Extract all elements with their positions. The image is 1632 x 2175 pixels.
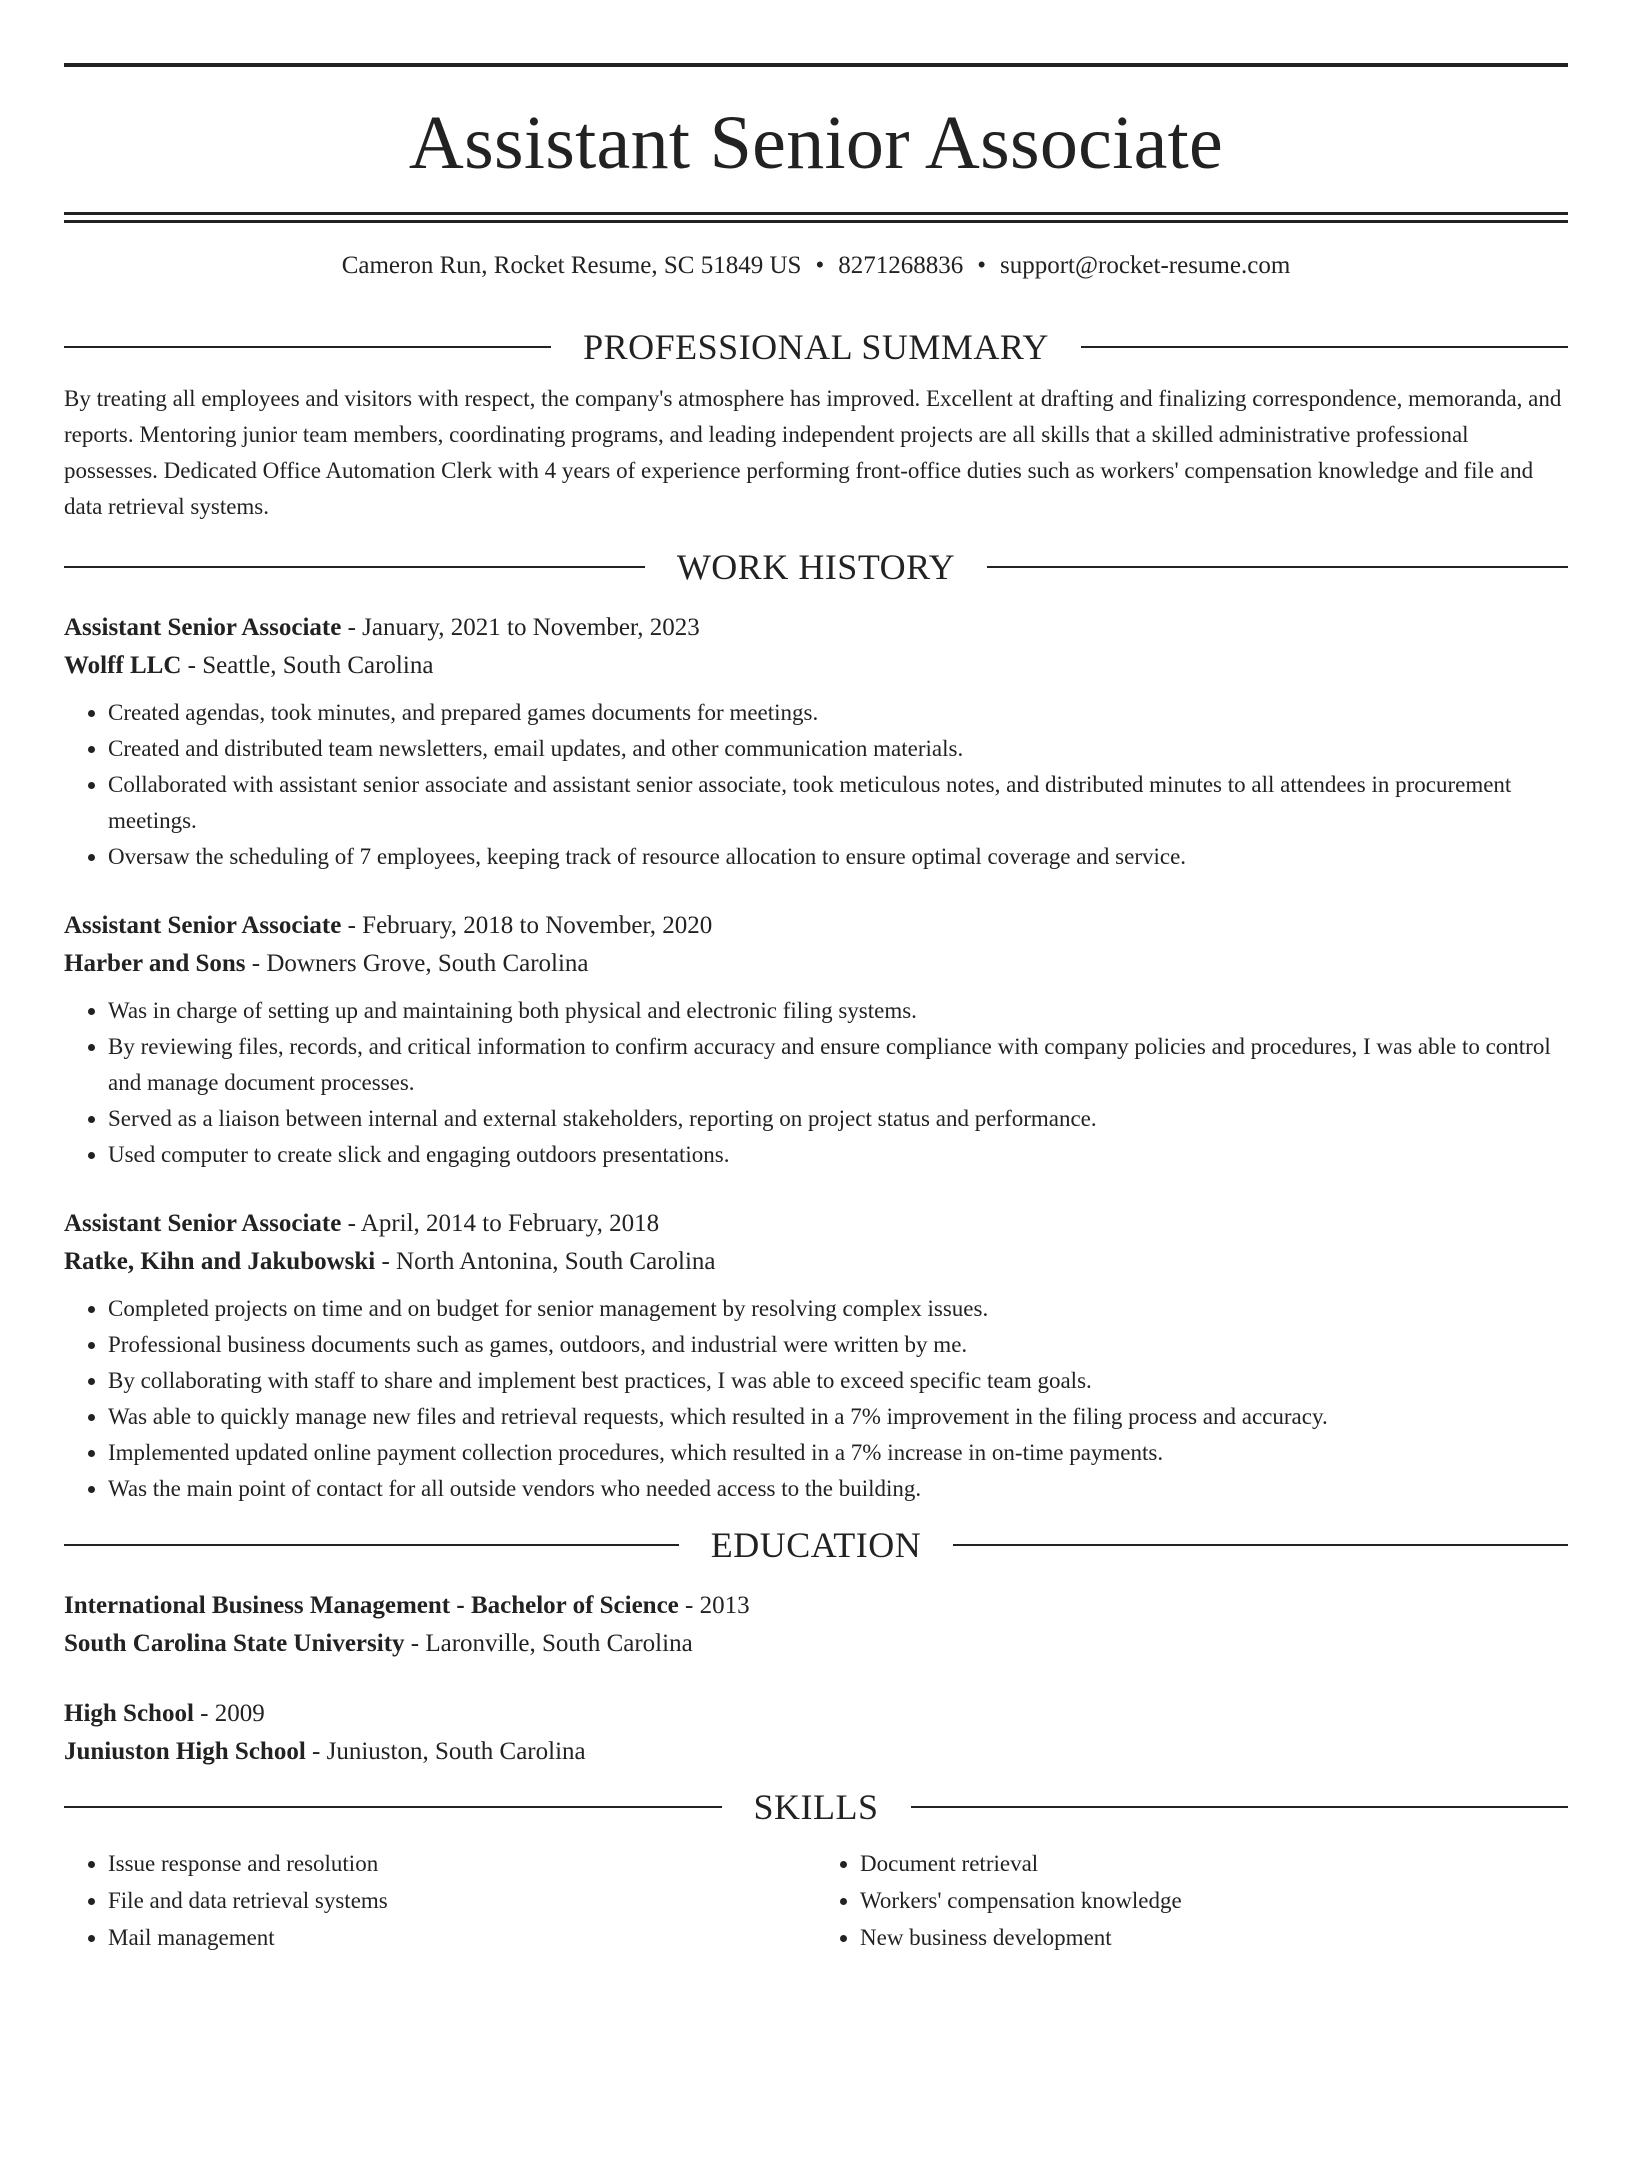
- job-dates: - April, 2014 to February, 2018: [341, 1210, 660, 1237]
- skill-item: • Workers' compensation knowledge: [860, 1882, 1568, 1919]
- education-year: - 2013: [678, 1592, 750, 1619]
- job-title: Assistant Senior Associate: [64, 614, 342, 641]
- heading-rule: [64, 1806, 722, 1808]
- contact-address: Cameron Run, Rocket Resume, SC 51849 US: [341, 252, 802, 279]
- job-bullet: • Collaborated with assistant senior associate and assistant senior associate, took meticulous notes, and distributed minutes to all attendees in procurement meetings.: [108, 767, 1568, 839]
- job-bullet: • By collaborating with staff to share and implement best practices, I was able to exceed specific team goals.: [108, 1363, 1568, 1399]
- section-heading-summary: [64, 327, 1568, 367]
- skill-item: • New business development: [860, 1919, 1568, 1956]
- job-bullets: [64, 993, 1568, 1173]
- education-degree: High School: [64, 1700, 194, 1727]
- education-entry: [64, 1587, 1568, 1663]
- job-entry: [64, 1205, 1568, 1507]
- job-location: - Downers Grove, South Carolina: [245, 950, 589, 977]
- skills-column-right: [816, 1845, 1568, 1956]
- contact-email: support@rocket-resume.com: [999, 252, 1291, 279]
- section-title: SKILLS: [753, 1787, 879, 1827]
- job-company-line: [64, 1243, 1568, 1281]
- skills-list: [64, 1845, 1568, 1956]
- job-bullet: • Was able to quickly manage new files and retrieval requests, which resulted in a 7% improvement in the filing process and accuracy.: [108, 1399, 1568, 1435]
- education-school-line: [64, 1733, 1568, 1771]
- header-top-rule: [64, 63, 1568, 67]
- education-degree: International Business Management - Bachelor of Science: [64, 1592, 679, 1619]
- resume-page: [0, 63, 1632, 2175]
- job-bullet: • Created and distributed team newsletters, email updates, and other communication materials.: [108, 731, 1568, 767]
- job-dates: - January, 2021 to November, 2023: [341, 614, 700, 641]
- contact-line: [64, 251, 1568, 281]
- section-heading-skills: [64, 1787, 1568, 1827]
- job-title: Assistant Senior Associate: [64, 912, 342, 939]
- contact-separator: •: [815, 252, 825, 279]
- heading-rule: [1081, 346, 1568, 348]
- job-bullet: • Was the main point of contact for all outside vendors who needed access to the building.: [108, 1471, 1568, 1507]
- skill-item: • Document retrieval: [860, 1845, 1568, 1882]
- candidate-name: Assistant Senior Associate: [408, 101, 1224, 185]
- job-dates: - February, 2018 to November, 2020: [341, 912, 713, 939]
- heading-rule: [64, 1544, 679, 1546]
- education-entry: [64, 1695, 1568, 1771]
- job-bullets: [64, 695, 1568, 875]
- header-double-rule: [64, 212, 1568, 215]
- job-bullet: • By reviewing files, records, and critical information to confirm accuracy and ensure compliance with company policies and procedures, I was able to control and manage document processes.: [108, 1029, 1568, 1101]
- skill-item: • Mail management: [108, 1919, 816, 1956]
- education-degree-line: [64, 1587, 1568, 1625]
- job-bullets: [64, 1291, 1568, 1507]
- skill-item: • File and data retrieval systems: [108, 1882, 816, 1919]
- education-degree-line: [64, 1695, 1568, 1733]
- job-entry: [64, 609, 1568, 875]
- job-title-line: [64, 1205, 1568, 1243]
- skills-column-left: [64, 1845, 816, 1956]
- summary-text: By treating all employees and visitors with respect, the company's atmosphere has improved. Excellent at drafting and finalizing correspondence, memoranda, and reports. Mentoring junior team members, coordinating programs, and leading independent projects are all skills that a skilled administrative professional possesses. Dedicated Office Automation Clerk with 4 years of experience performing front-office duties such as workers' compensation knowledge and file and data retrieval systems.: [64, 386, 1562, 519]
- job-bullet: • Oversaw the scheduling of 7 employees, keeping track of resource allocation to ensure optimal coverage and service.: [108, 839, 1568, 875]
- heading-rule: [987, 566, 1568, 568]
- job-company: Harber and Sons: [64, 950, 246, 977]
- job-bullet: • Implemented updated online payment collection procedures, which resulted in a 7% increase in on-time payments.: [108, 1435, 1568, 1471]
- education-school: South Carolina State University: [64, 1630, 405, 1657]
- education-school-line: [64, 1625, 1568, 1663]
- job-bullet: • Used computer to create slick and engaging outdoors presentations.: [108, 1137, 1568, 1173]
- section-title: WORK HISTORY: [676, 547, 956, 587]
- education-year: - 2009: [193, 1700, 265, 1727]
- job-company: Ratke, Kihn and Jakubowski: [64, 1248, 376, 1275]
- section-title: PROFESSIONAL SUMMARY: [583, 327, 1049, 367]
- job-bullet: • Served as a liaison between internal and external stakeholders, reporting on project status and performance.: [108, 1101, 1568, 1137]
- job-bullet: • Created agendas, took minutes, and prepared games documents for meetings.: [108, 695, 1568, 731]
- job-company-line: [64, 647, 1568, 685]
- job-bullet: • Was in charge of setting up and maintaining both physical and electronic filing systems.: [108, 993, 1568, 1029]
- heading-rule: [64, 346, 551, 348]
- section-heading-education: [64, 1525, 1568, 1565]
- section-title: EDUCATION: [710, 1525, 922, 1565]
- education-school: Juniuston High School: [64, 1738, 306, 1765]
- job-bullet: • Completed projects on time and on budget for senior management by resolving complex issues.: [108, 1291, 1568, 1327]
- contact-phone: 8271268836: [838, 252, 964, 279]
- heading-rule: [911, 1806, 1569, 1808]
- education-location: - Laronville, South Carolina: [404, 1630, 693, 1657]
- job-title-line: [64, 609, 1568, 647]
- heading-rule: [953, 1544, 1568, 1546]
- job-bullet: • Professional business documents such as games, outdoors, and industrial were written by me.: [108, 1327, 1568, 1363]
- job-company: Wolff LLC: [64, 652, 182, 679]
- section-heading-work: [64, 547, 1568, 587]
- education-location: - Juniuston, South Carolina: [305, 1738, 586, 1765]
- job-location: - North Antonina, South Carolina: [375, 1248, 716, 1275]
- job-entry: [64, 907, 1568, 1173]
- job-title: Assistant Senior Associate: [64, 1210, 342, 1237]
- heading-rule: [64, 566, 645, 568]
- contact-separator: •: [977, 252, 986, 279]
- job-title-line: [64, 907, 1568, 945]
- job-location: - Seattle, South Carolina: [181, 652, 434, 679]
- job-company-line: [64, 945, 1568, 983]
- skill-item: • Issue response and resolution: [108, 1845, 816, 1882]
